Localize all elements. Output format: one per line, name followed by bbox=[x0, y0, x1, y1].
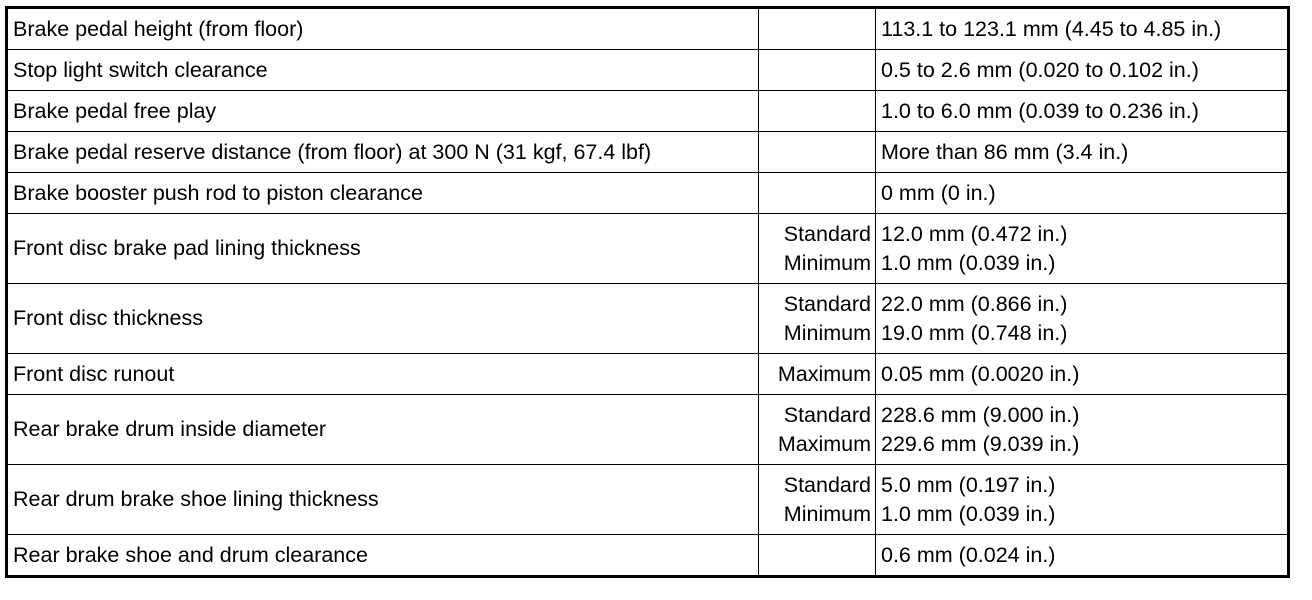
item-cell bbox=[7, 91, 759, 132]
qualifier-cell bbox=[759, 465, 876, 535]
value-text: 0.05 mm (0.0020 in.) bbox=[881, 361, 1080, 386]
qualifier-cell bbox=[759, 214, 876, 284]
value-text: 1.0 mm (0.039 in.) bbox=[881, 501, 1056, 526]
value-cell bbox=[876, 465, 1289, 535]
qualifier-label: Standard bbox=[783, 472, 871, 497]
value-text: 1.0 mm (0.039 in.) bbox=[881, 250, 1056, 275]
qualifier-cell bbox=[759, 132, 876, 173]
item-label: Front disc thickness bbox=[13, 306, 203, 330]
value-text: More than 86 mm (3.4 in.) bbox=[881, 139, 1129, 164]
table-row bbox=[7, 8, 1289, 50]
qualifier-label: Standard bbox=[783, 221, 871, 246]
item-label: Rear brake shoe and drum clearance bbox=[13, 542, 368, 567]
qualifier-cell bbox=[759, 8, 876, 50]
value-text: 228.6 mm (9.000 in.) bbox=[881, 402, 1080, 427]
item-label: Stop light switch clearance bbox=[13, 57, 268, 82]
qualifier-cell bbox=[759, 395, 876, 465]
table-row bbox=[7, 354, 1289, 395]
table-row bbox=[7, 214, 1289, 284]
qualifier-label: Minimum bbox=[783, 320, 871, 345]
value-text: 229.6 mm (9.039 in.) bbox=[881, 431, 1080, 456]
value-text: 22.0 mm (0.866 in.) bbox=[881, 291, 1068, 316]
value-cell bbox=[876, 284, 1289, 354]
item-cell bbox=[7, 354, 759, 395]
qualifier-cell bbox=[759, 535, 876, 577]
item-cell bbox=[7, 465, 759, 535]
qualifier-cell bbox=[759, 284, 876, 354]
table-row bbox=[7, 284, 1289, 354]
item-label: Rear drum brake shoe lining thickness bbox=[13, 487, 379, 511]
table-row bbox=[7, 50, 1289, 91]
value-cell bbox=[876, 50, 1289, 91]
value-cell bbox=[876, 395, 1289, 465]
value-text: 1.0 to 6.0 mm (0.039 to 0.236 in.) bbox=[881, 98, 1199, 123]
qualifier-cell bbox=[759, 173, 876, 214]
table-row bbox=[7, 132, 1289, 173]
qualifier-cell bbox=[759, 354, 876, 395]
value-text: 5.0 mm (0.197 in.) bbox=[881, 472, 1056, 497]
item-label: Front disc runout bbox=[13, 361, 175, 386]
value-text: 0 mm (0 in.) bbox=[881, 180, 996, 205]
value-cell bbox=[876, 132, 1289, 173]
value-cell bbox=[876, 535, 1289, 577]
qualifier-label: Maximum bbox=[777, 431, 871, 456]
value-text: 19.0 mm (0.748 in.) bbox=[881, 320, 1068, 345]
item-cell bbox=[7, 50, 759, 91]
item-cell bbox=[7, 395, 759, 465]
item-label: Brake booster push rod to piston clearance bbox=[13, 180, 423, 205]
brake-specification-table bbox=[5, 6, 1290, 578]
value-cell bbox=[876, 8, 1289, 50]
table-row bbox=[7, 535, 1289, 577]
value-cell bbox=[876, 173, 1289, 214]
qualifier-label: Minimum bbox=[783, 501, 871, 526]
qualifier-label: Standard bbox=[783, 291, 871, 316]
item-cell bbox=[7, 8, 759, 50]
item-label: Front disc brake pad lining thickness bbox=[13, 236, 361, 260]
value-text: 0.6 mm (0.024 in.) bbox=[881, 542, 1056, 567]
item-label: Brake pedal height (from floor) bbox=[13, 16, 304, 41]
qualifier-label: Standard bbox=[783, 402, 871, 427]
qualifier-label: Maximum bbox=[777, 361, 871, 386]
item-cell bbox=[7, 132, 759, 173]
value-text: 113.1 to 123.1 mm (4.45 to 4.85 in.) bbox=[881, 16, 1222, 41]
value-text: 0.5 to 2.6 mm (0.020 to 0.102 in.) bbox=[881, 57, 1199, 82]
item-cell bbox=[7, 214, 759, 284]
value-text: 12.0 mm (0.472 in.) bbox=[881, 221, 1068, 246]
qualifier-cell bbox=[759, 50, 876, 91]
item-label: Brake pedal reserve distance (from floor) at 300 N (31 kgf, 67.4 lbf) bbox=[13, 139, 652, 164]
table-row bbox=[7, 91, 1289, 132]
item-cell bbox=[7, 535, 759, 577]
value-cell bbox=[876, 214, 1289, 284]
item-label: Rear brake drum inside diameter bbox=[13, 417, 327, 441]
value-cell bbox=[876, 354, 1289, 395]
table-row bbox=[7, 173, 1289, 214]
table-row bbox=[7, 465, 1289, 535]
item-cell bbox=[7, 284, 759, 354]
item-label: Brake pedal free play bbox=[13, 98, 217, 123]
table-row bbox=[7, 395, 1289, 465]
qualifier-label: Minimum bbox=[783, 250, 871, 275]
item-cell bbox=[7, 173, 759, 214]
value-cell bbox=[876, 91, 1289, 132]
qualifier-cell bbox=[759, 91, 876, 132]
